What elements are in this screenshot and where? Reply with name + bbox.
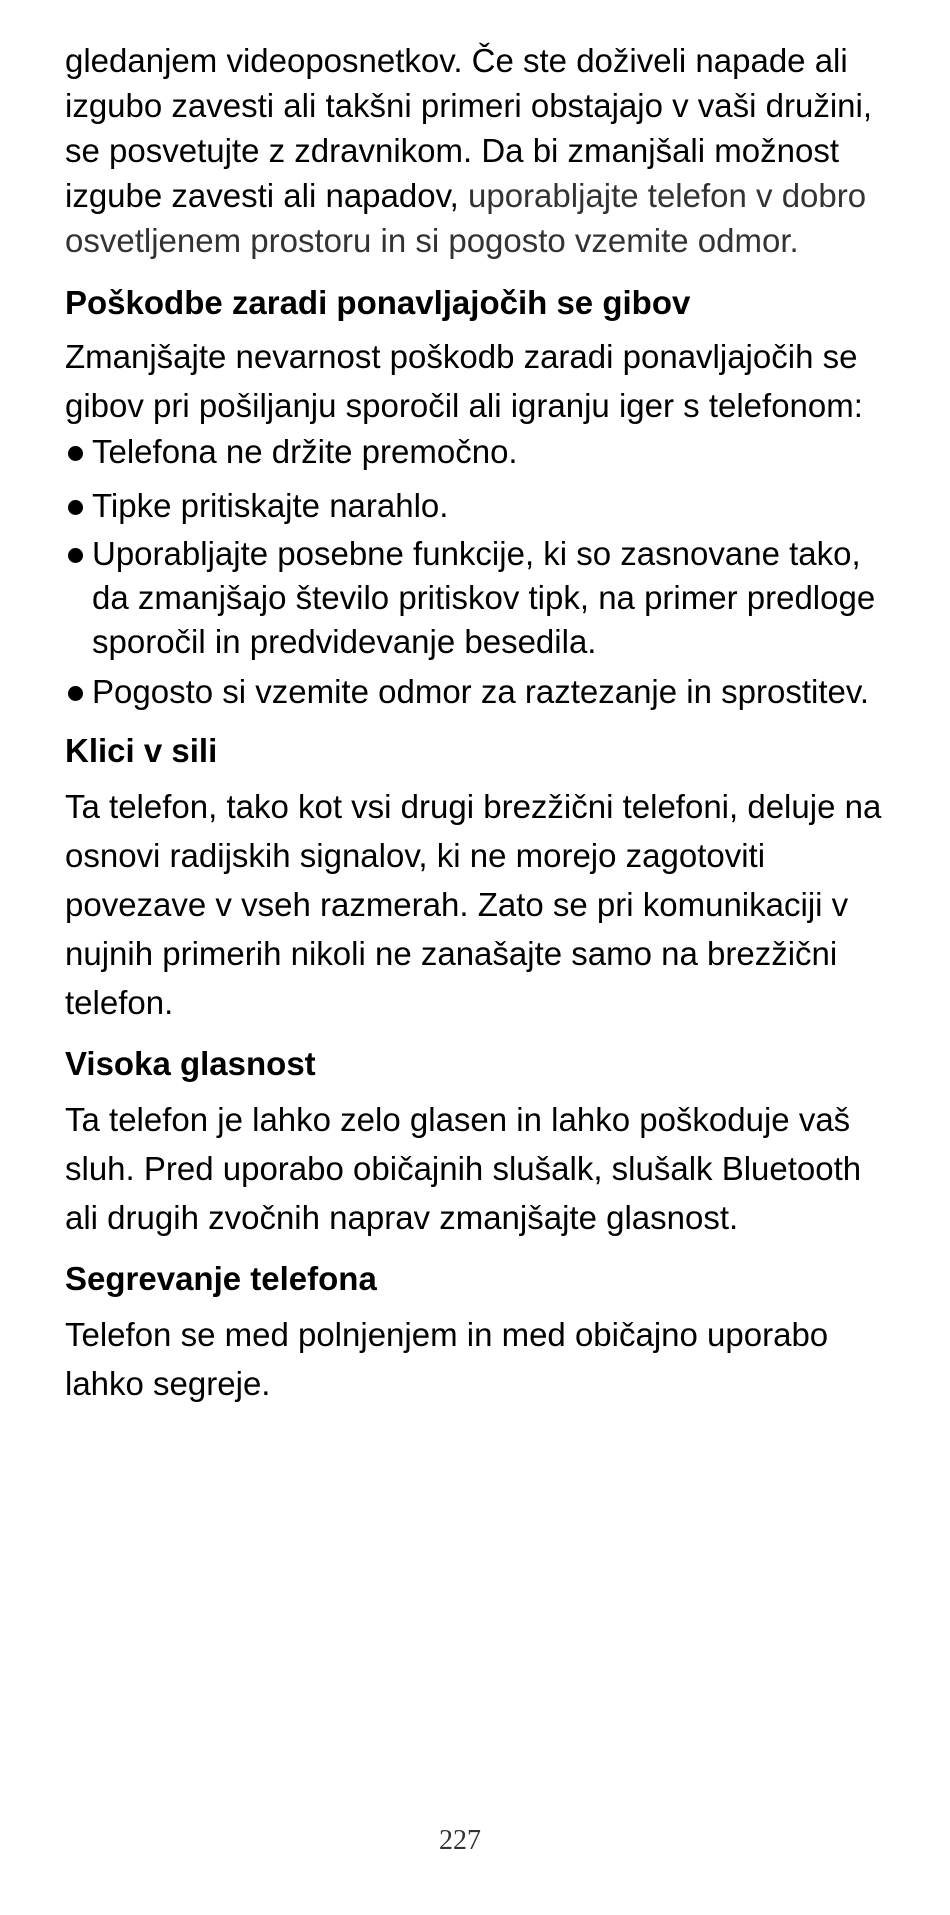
heading-emergency-calls: Klici v sili: [65, 732, 218, 769]
heading-repetitive-motion: Poškodbe zaradi ponavljajočih se gibov: [65, 284, 691, 321]
heading-phone-heating: Segrevanje telefona: [65, 1260, 377, 1297]
list-item: Uporabljajte posebne funkcije, ki so zasnovane tako, da zmanjšajo število pritiskov tipk, na primer predloge sporočil in predvidevanje besedila.: [65, 532, 895, 664]
bullet-list: [65, 430, 895, 714]
document-page: [65, 38, 895, 1408]
intro-text-muted: uporabljajte telefon v dobro osvetljenem prostoru in si pogosto vzemite odmor.: [65, 177, 867, 259]
paragraph-repetitive-motion: Zmanjšajte nevarnost poškodb zaradi ponavljajočih se gibov pri pošiljanju sporočil ali igranju iger s telefonom:: [65, 338, 863, 424]
paragraph-high-volume: Ta telefon je lahko zelo glasen in lahko poškoduje vaš sluh. Pred uporabo običajnih slušalk, slušalk Bluetooth ali drugih zvočnih naprav zmanjšajte glasnost.: [65, 1101, 862, 1236]
intro-paragraph: [65, 38, 895, 263]
page-number: 227: [439, 1825, 481, 1856]
paragraph-emergency-calls: Ta telefon, tako kot vsi drugi brezžični telefoni, deluje na osnovi radijskih signalov, ki ne morejo zagotoviti povezave v vseh razmerah. Zato se pri komunikaciji v nujnih primerih nikoli ne zanašajte samo na brezžični telefon.: [65, 788, 882, 1021]
list-item: Pogosto si vzemite odmor za raztezanje in sprostitev.: [65, 670, 895, 714]
heading-high-volume: Visoka glasnost: [65, 1045, 316, 1082]
paragraph-phone-heating: Telefon se med polnjenjem in med običajno uporabo lahko segreje.: [65, 1316, 829, 1402]
list-item: Tipke pritiskajte narahlo.: [65, 484, 895, 528]
intro-text: gledanjem videoposnetkov. Če ste doživeli napade ali izgubo zavesti ali takšni primeri obstajajo v vaši družini, se posvetujte z zdravnikom. Da bi zmanjšali možnost izgube zavesti ali napadov,: [65, 42, 873, 214]
list-item: Telefona ne držite premočno.: [65, 430, 895, 474]
